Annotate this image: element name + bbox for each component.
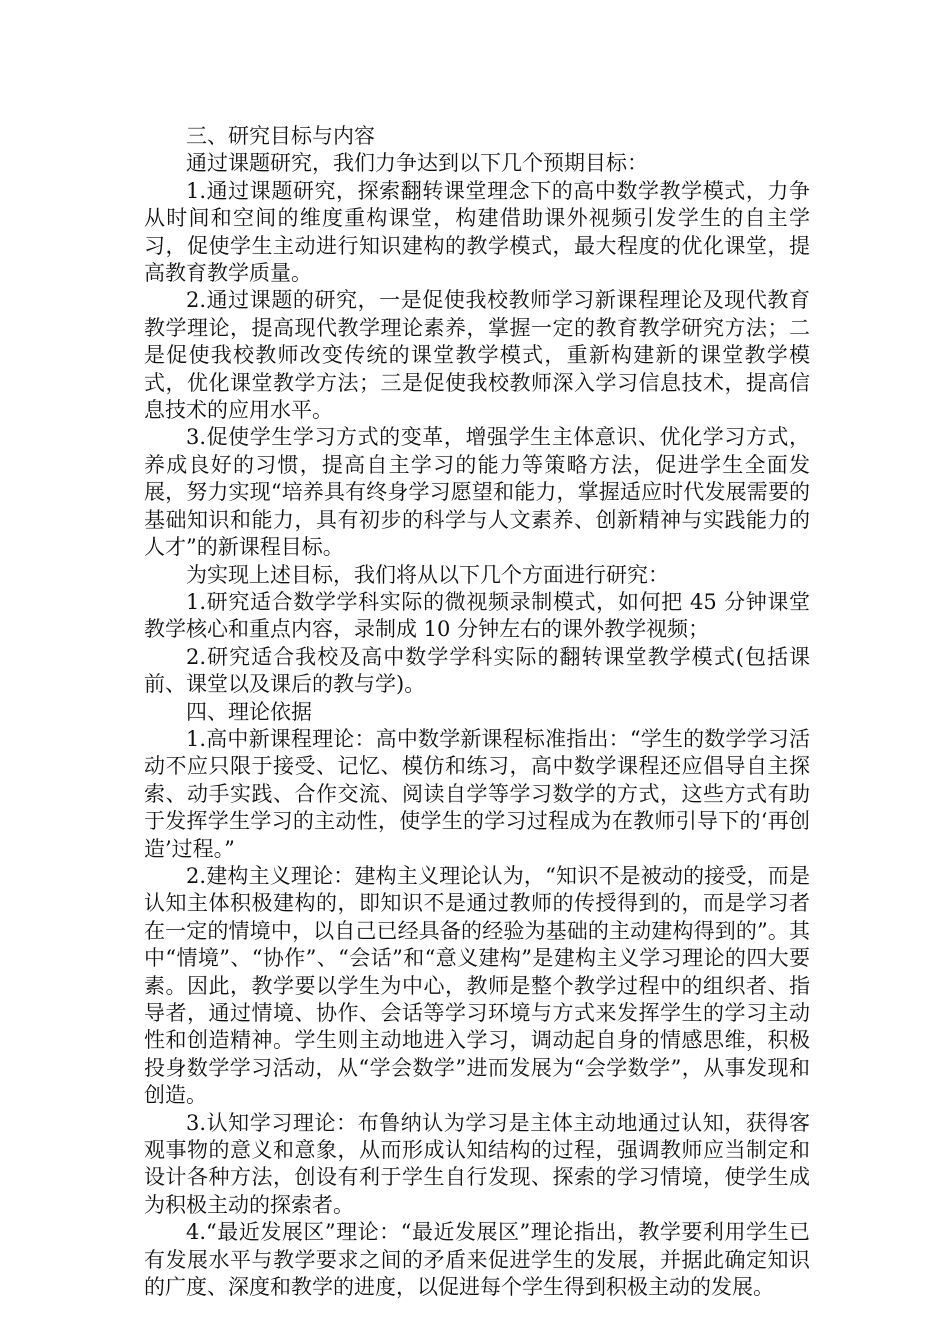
- section-heading-theory: 四、理论依据: [186, 699, 312, 724]
- paragraph-goal-1: 1.通过课题研究，探索翻转课堂理念下的高中数学教学模式，力争从时间和空间的维度重构课堂，构建借助课外视频引发学生的自主学习，促使学生主动进行知识建构的教学模式，最大程度的优化课堂，提高教育教学质量。: [144, 178, 810, 286]
- document-body: [144, 123, 810, 1301]
- paragraph-content-1: 1.研究适合数学学科实际的微视频录制模式，如何把 45 分钟课堂教学核心和重点内容，录制成 10 分钟左右的课外教学视频；: [144, 589, 810, 642]
- paragraph-goals-intro: 通过课题研究，我们力争达到以下几个预期目标：: [186, 151, 648, 176]
- section-heading-research-goals: 三、研究目标与内容: [186, 124, 375, 148]
- paragraph-theory-2: 2.建构主义理论：建构主义理论认为，“知识不是被动的接受，而是认知主体积极建构的，即知识不是通过教师的传授得到的，而是学习者在一定的情境中，以自己已经具备的经验为基础的主动建构得到的”。其中“情境”、“协作”、“会话”和“意义建构”是建构主义学习理论的四大要素。因此，教学要以学生为中心，教师是整个教学过程中的组织者、指导者，通过情境、协作、会话等学习环境与方式来发挥学生的学习主动性和创造精神。学生则主动地进入学习，调动起自身的情感思维，积极投身数学学习活动，从“学会数学”进而发展为“会学数学”，从事发现和创造。: [144, 863, 810, 1108]
- paragraph-content-2: 2.研究适合我校及高中数学学科实际的翻转课堂教学模式(包括课前、课堂以及课后的教与学)。: [144, 644, 810, 697]
- paragraph-content-intro: 为实现上述目标，我们将从以下几个方面进行研究：: [186, 562, 669, 587]
- paragraph-theory-3: 3.认知学习理论：布鲁纳认为学习是主体主动地通过认知，获得客观事物的意义和意象，从而形成认知结构的过程，强调教师应当制定和设计各种方法，创设有利于学生自行发现、探索的学习情境，使学生成为积极主动的探索者。: [144, 1110, 810, 1217]
- paragraph-goal-2: 2.通过课题的研究，一是促使我校教师学习新课程理论及现代教育教学理论，提高现代教学理论素养，掌握一定的教育教学研究方法；二是促使我校教师改变传统的课堂教学模式，重新构建新的课堂教学模式，优化课堂教学方法；三是促使我校教师深入学习信息技术，提高信息技术的应用水平。: [144, 288, 810, 423]
- paragraph-theory-1: 1.高中新课程理论：高中数学新课程标准指出：“学生的数学学习活动不应只限于接受、记忆、模仿和练习，高中数学课程还应倡导自主探索、动手实践、合作交流、阅读自学等学习数学的方式，这些方式有助于发挥学生学习的主动性，使学生的学习过程成为在教师引导下的‘再创造’过程。”: [144, 726, 810, 861]
- paragraph-theory-4: 4.“最近发展区”理论：“最近发展区”理论指出，教学要利用学生已有发展水平与教学要求之间的矛盾来促进学生的发展，并据此确定知识的广度、深度和教学的进度，以促进每个学生得到积极主动的发展。: [144, 1220, 810, 1300]
- paragraph-goal-3: 3.促使学生学习方式的变革，增强学生主体意识、优化学习方式，养成良好的习惯，提高自主学习的能力等策略方法，促进学生全面发展，努力实现“培养具有终身学习愿望和能力，掌握适应时代发展需要的基础知识和能力，具有初步的科学与人文素养、创新精神与实践能力的人才”的新课程目标。: [144, 425, 810, 560]
